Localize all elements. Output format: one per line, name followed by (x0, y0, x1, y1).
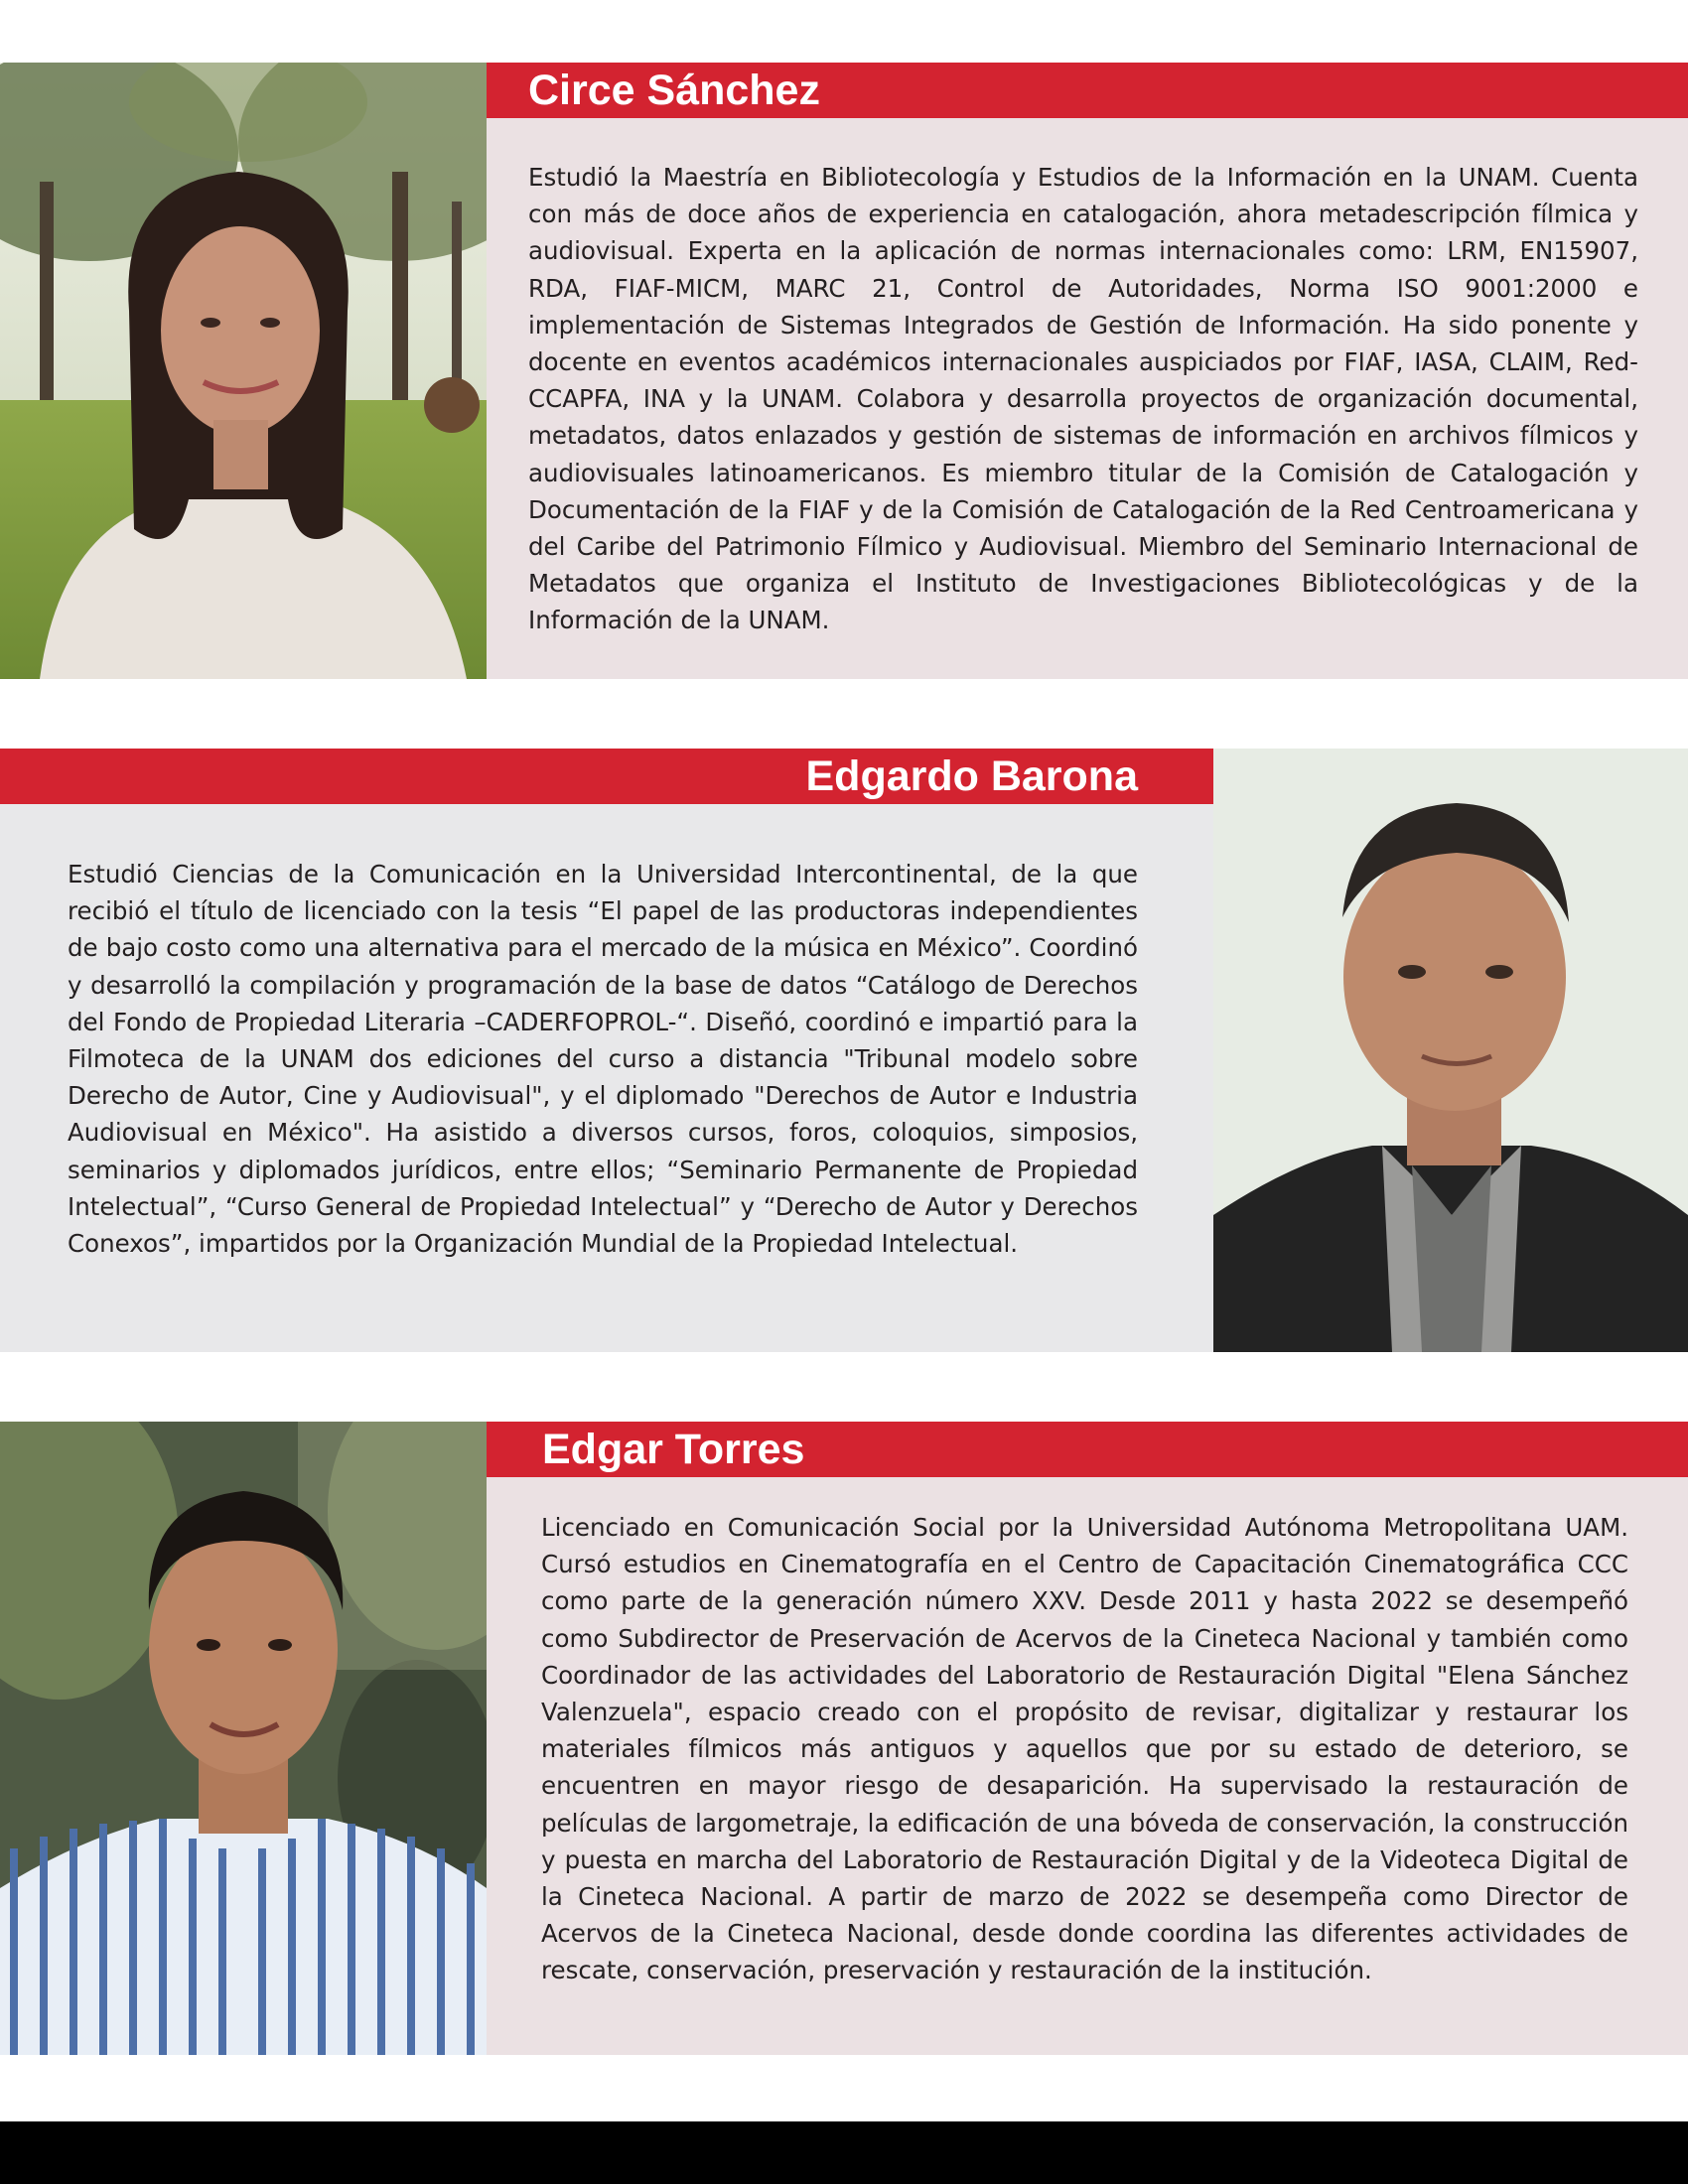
profile-bio: Estudió la Maestría en Bibliotecología y Estudios de la Información en la UNAM. Cuenta con más de doce años de experiencia en catalogación, ahora metadescripción fílmica y audiovisual. Experta en la aplicación de normas internacionales como: LRM, EN15907, RDA, FIAF-MICM, MARC 21, Control de Autoridades, Norma ISO 9001:2000 e implementación de Sistemas Integrados de Gestión de Información. Ha sido ponente y docente en eventos académicos internacionales auspiciados por FIAF, IASA, CLAIM, Red-CCAPFA, INA y la UNAM. Colabora y desarrolla proyectos de organización documental, metadatos, datos enlazados y gestión de sistemas de información en archivos fílmicos y audiovisuales latinoamericanos. Es miembro titular de la Comisión de Catalogación y Documentación de la FIAF y de la Comisión de Catalogación de la Red Centroamericana y del Caribe del Patrimonio Fílmico y Audiovisual. Miembro del Seminario Internacional de Metadatos que organiza el Instituto de Investigaciones Bibliotecológicas y de la Información de la UNAM. (528, 163, 1638, 635)
profile-name: Circe Sánchez (528, 67, 820, 114)
profile-bio: Licenciado en Comunicación Social por la Universidad Autónoma Metropolitana UAM. Cursó estudios en Cinematografía en el Centro de Capacitación Cinematográfica CCC como parte de la generación número XXV. Desde 2011 y hasta 2022 se desempeñó como Subdirector de Preservación de Acervos de la Cineteca Nacional y también como Coordinador de las actividades del Laboratorio de Restauración Digital "Elena Sánchez Valenzuela", espacio creado con el propósito de revisar, digitalizar y restaurar los materiales fílmicos más antiguos y aquellos que por su estado de deterioro, se encuentren en mayor riesgo de desaparición. Ha supervisado la restauración de películas de largometraje, la edificación de una bóveda de conservación, la construcción y puesta en marcha del Laboratorio de Restauración Digital y de la Videoteca Digital de la Cineteca Nacional. A partir de marzo de 2022 se desempeña como Director de Acervos de la Cineteca Nacional, desde donde coordina las diferentes actividades de rescate, conservación, preservación y restauración de la institución. (541, 1513, 1628, 1985)
profile-name: Edgardo Barona (805, 752, 1138, 800)
portrait-photo-edgardo-barona (1213, 749, 1688, 1352)
portrait-photo-edgar-torres (0, 1422, 487, 2055)
name-banner-edgar-torres (487, 1422, 1688, 1477)
profile-name: Edgar Torres (542, 1426, 805, 1473)
profile-bio: Estudió Ciencias de la Comunicación en la Universidad Intercontinental, de la que recibió el título de licenciado con la tesis “El papel de las productoras independientes de bajo costo como una alternativa para el mercado de la música en México”. Coordinó y desarrolló la compilación y programación de la base de datos “Catálogo de Derechos del Fondo de Propiedad Literaria –CADERFOPROL-“. Diseñó, coordinó e impartió para la Filmoteca de la UNAM dos ediciones del curso a distancia "Tribunal modelo sobre Derecho de Autor, Cine y Audiovisual", y el diplomado "Derechos de Autor e Industria Audiovisual en México". Ha asistido a diversos cursos, foros, coloquios, simposios, seminarios y diplomados jurídicos, entre ellos; “Seminario Permanente de Propiedad Intelectual”, “Curso General de Propiedad Intelectual” y “Derecho de Autor y Derechos Conexos”, impartidos por la Organización Mundial de la Propiedad Intelectual. (68, 860, 1138, 1259)
page-footer-bar (0, 2121, 1688, 2184)
name-banner-circe-sanchez (487, 63, 1688, 118)
portrait-photo-circe-sanchez (0, 63, 487, 679)
name-banner-edgardo-barona (0, 749, 1213, 804)
